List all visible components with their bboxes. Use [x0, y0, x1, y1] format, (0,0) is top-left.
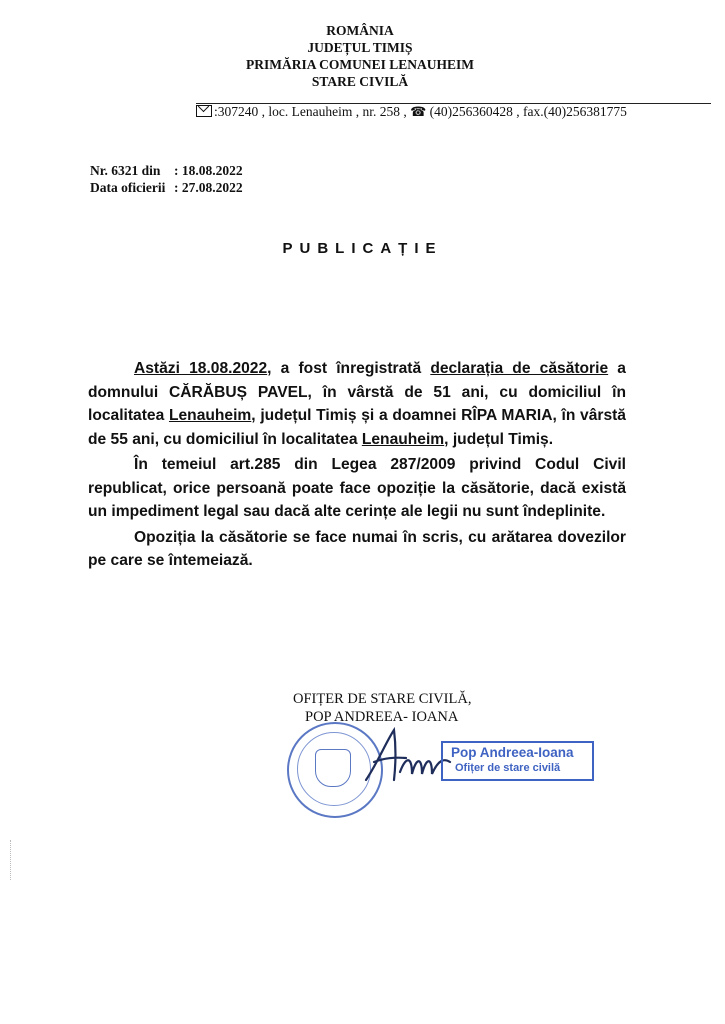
contact-address: :307240 , loc. Lenauheim , nr. 258 ,: [214, 104, 411, 119]
header-town-hall: PRIMĂRIA COMUNEI LENAUHEIM: [245, 57, 474, 72]
bride-locality: Lenauheim: [361, 430, 445, 448]
contact-line: [196, 104, 711, 120]
contact-phone-fax: (40)256360428 , fax.(40)256381775: [426, 104, 627, 119]
text-run: , a fost înregistrată: [267, 360, 431, 377]
scan-artifact: [10, 840, 14, 880]
coat-of-arms-icon: [315, 749, 351, 787]
paragraph-legal-basis: În temeiul art.285 din Legea 287/2009 privind Codul Civil republicat, orice persoană poate face opoziție la căsătorie, dacă există un impediment legal sau dacă alte cerințe ale legii nu sunt îndeplinite.: [88, 456, 626, 520]
nr-value: : 18.08.2022: [174, 163, 243, 178]
nr-label: Nr. 6321 din: [90, 163, 161, 178]
officer-stamp: [441, 741, 594, 781]
header-county: JUDEȚUL TIMIȘ: [307, 40, 413, 55]
paragraph-declaration: [88, 357, 626, 451]
declaration-date: Astăzi 18.08.2022: [134, 360, 268, 377]
header-department: STARE CIVILĂ: [311, 74, 409, 89]
page-title: PUBLICAȚIE: [282, 240, 443, 257]
date-value: : 27.08.2022: [174, 180, 243, 195]
institution-header: [0, 22, 725, 90]
text-run: , județul Timiș.: [444, 430, 554, 448]
stamp-name: Pop Andreea-Ioana: [451, 745, 574, 760]
declaration-type: declarația de căsătorie: [430, 360, 609, 377]
text-run: a domnului CĂRĂBUȘ PAVEL, în vârstă de 51 ani, cu domiciliul în localitatea: [88, 360, 626, 424]
publication-body: [88, 357, 626, 573]
groom-locality: Lenauheim: [168, 407, 252, 424]
text-run: , județul Timiș și a doamnei RÎPA MARIA, în vârstă de 55 ani, cu domiciliul în localitatea: [88, 407, 626, 448]
telephone-icon: ☎: [410, 104, 427, 119]
officer-title: OFIȚER DE STARE CIVILĂ,: [293, 691, 472, 707]
header-country: ROMÂNIA: [326, 23, 394, 38]
officer-name: POP ANDREEA- IOANA: [305, 709, 459, 725]
date-label: Data oficierii: [90, 180, 166, 195]
registration-meta: [90, 162, 243, 196]
paragraph-opposition: Opoziția la căsătorie se face numai în scris, cu arătarea dovezilor pe care se întemeiază.: [88, 528, 626, 569]
stamp-role: Ofițer de stare civilă: [455, 762, 561, 774]
envelope-icon: [196, 105, 212, 117]
officer-block: [293, 690, 471, 726]
